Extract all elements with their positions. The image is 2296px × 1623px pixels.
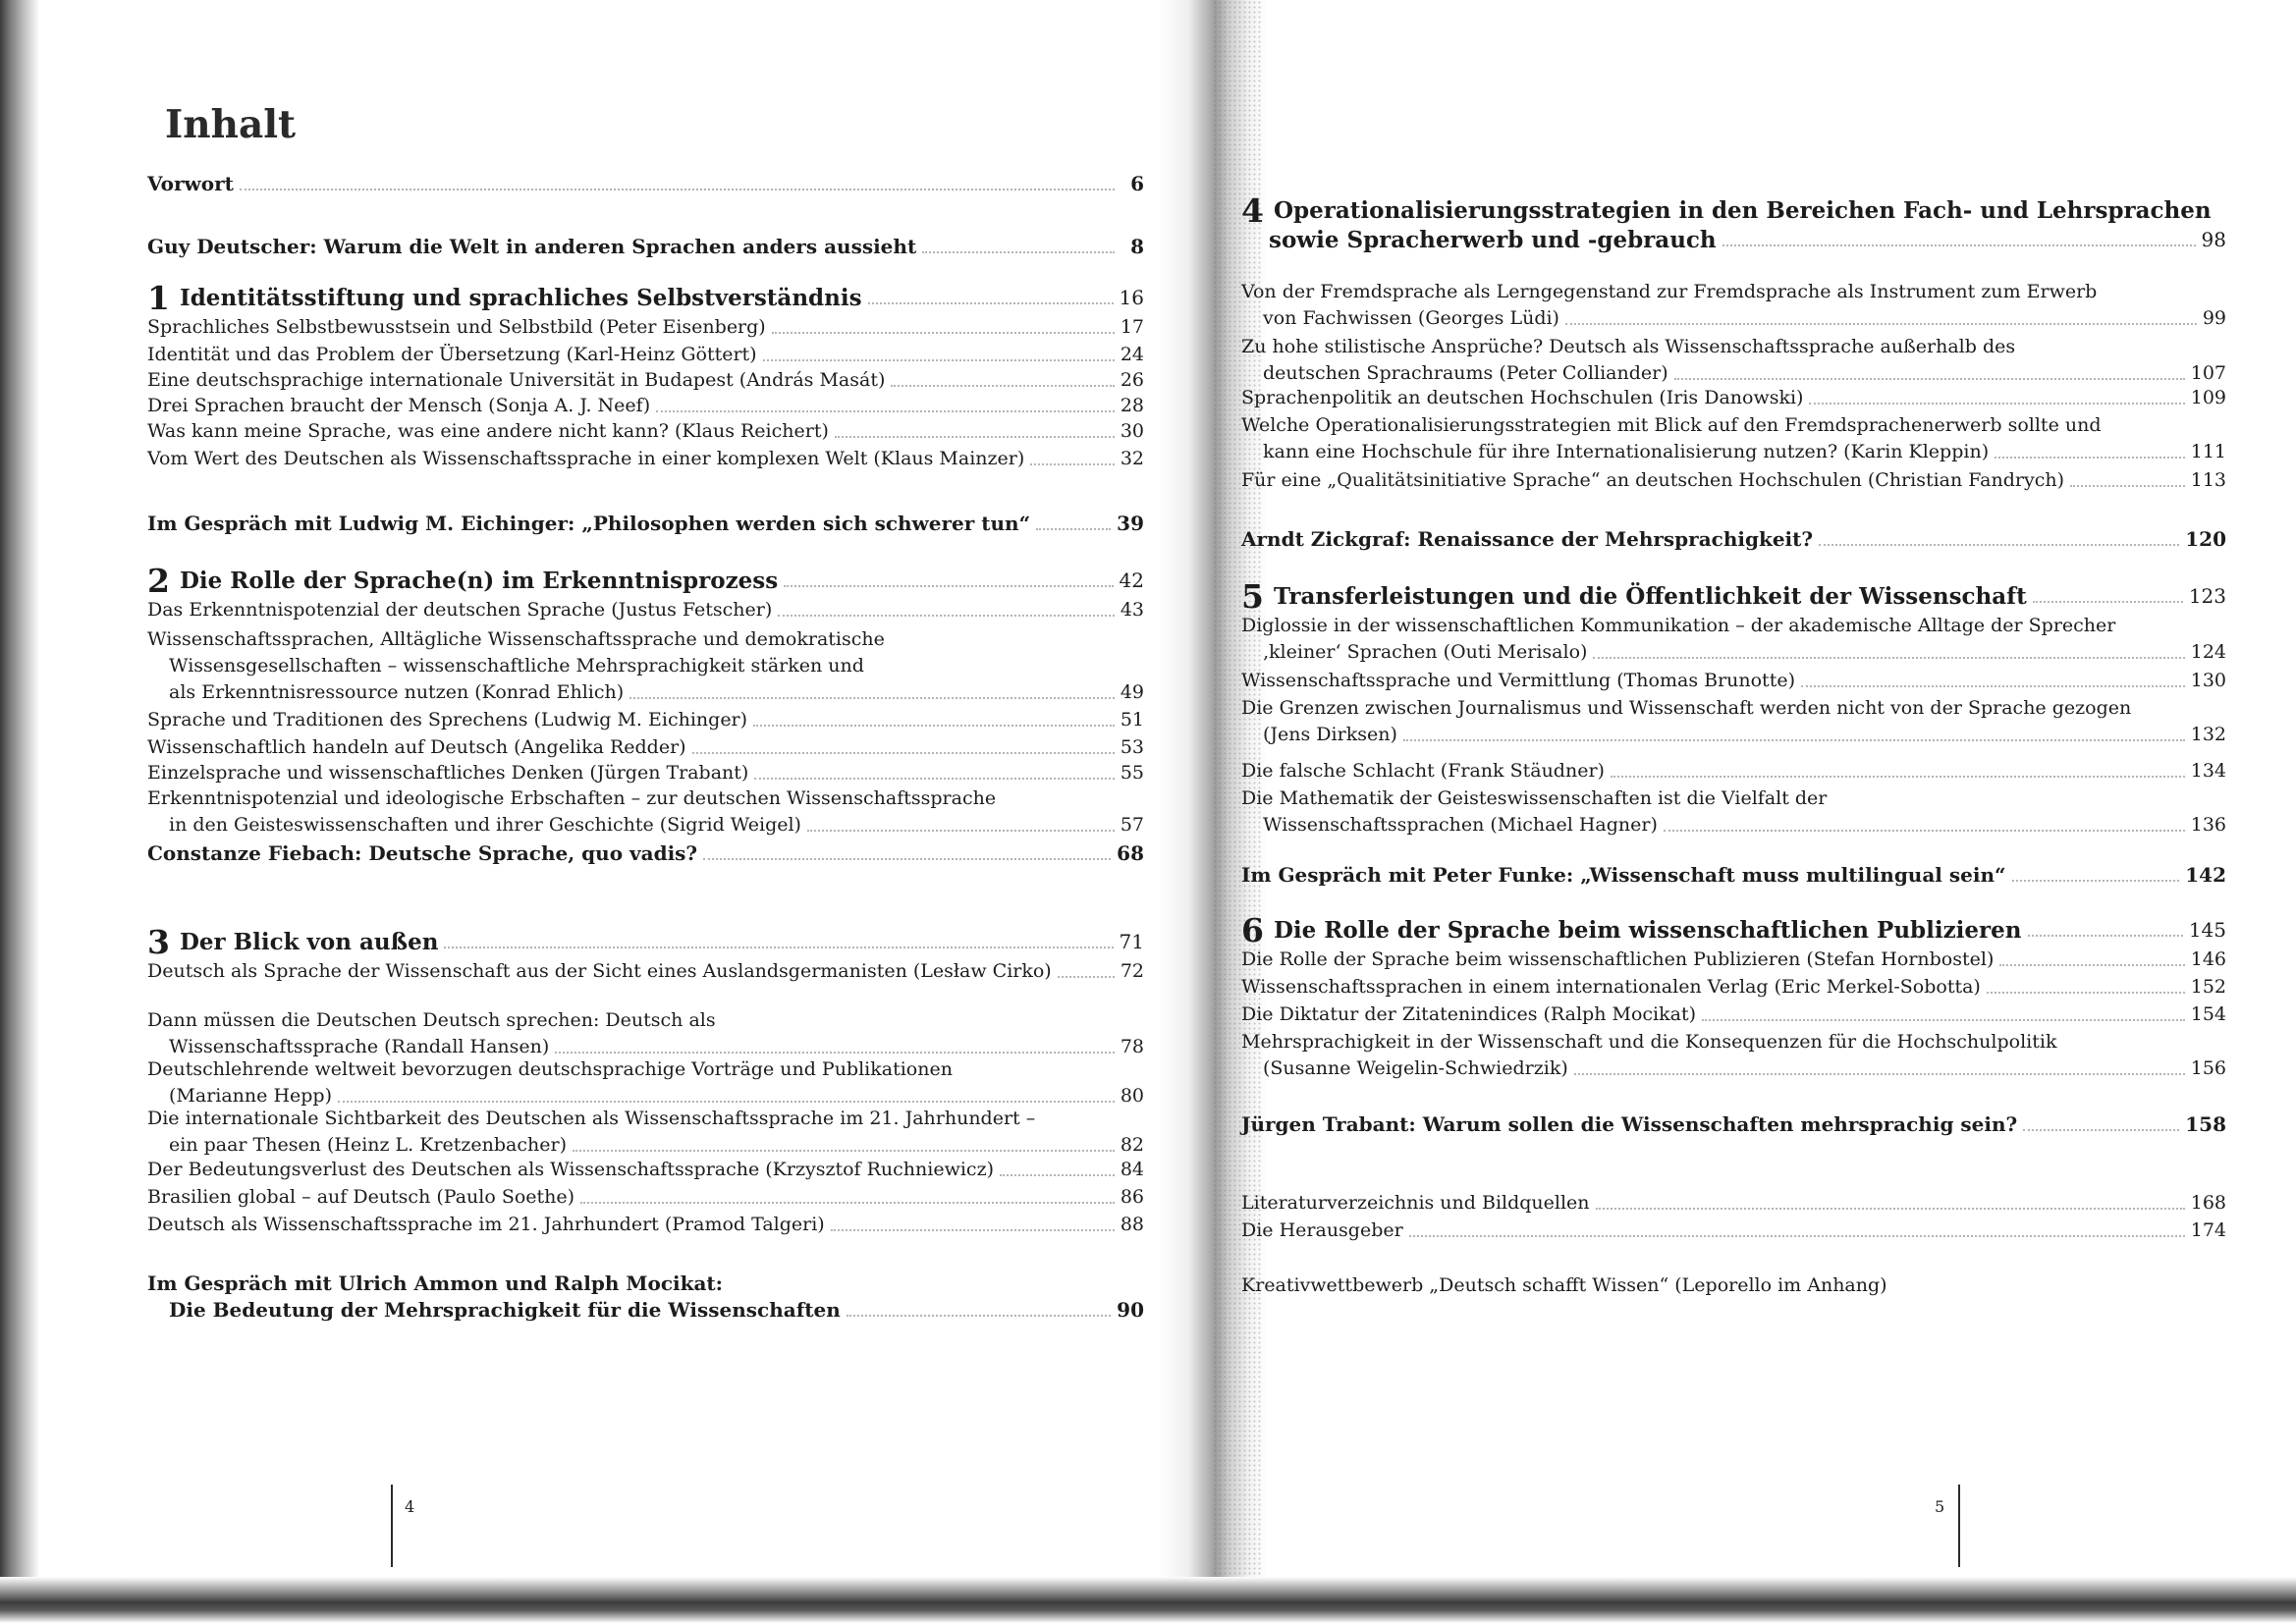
entry-title-line: Literaturverzeichnis und Bildquellen: [1241, 1192, 1590, 1214]
scan-shadow-left: [0, 0, 39, 1623]
entry-title-line: Die Grenzen zwischen Journalismus und Wissenschaft werden nicht von der Sprache gezogen: [1241, 697, 2132, 719]
entry-title-line: Dann müssen die Deutschen Deutsch sprechen: Deutsch als: [147, 1009, 716, 1031]
toc-entry: [1241, 695, 2226, 748]
entry-title-line: Wissenschaftssprachen, Alltägliche Wissenschaftssprache und demokratische: [147, 628, 885, 650]
toc-essay-entry: [147, 840, 1144, 867]
page-ref: 90: [1117, 1298, 1144, 1322]
page-ref: 80: [1120, 1085, 1144, 1107]
dot-leader: [868, 302, 1114, 304]
toc-entry: [147, 1184, 1144, 1211]
dot-leader: [807, 830, 1115, 832]
toc-essay-entry: [1241, 862, 2226, 889]
page-ref: 120: [2185, 527, 2226, 551]
page-ref: 130: [2190, 670, 2226, 691]
entry-title-line: ein paar Thesen (Heinz L. Kretzenbacher): [169, 1134, 568, 1156]
toc-entry: [147, 1212, 1144, 1238]
entry-title-line: Eine deutschsprachige internationale Universität in Budapest (András Masát): [147, 369, 886, 391]
entry-title-line: Die Rolle der Sprache beim wissenschaftlichen Publizieren: [1273, 917, 2022, 944]
entry-title-line: (Susanne Weigelin-Schwiedrzik): [1263, 1057, 1568, 1079]
toc-entry: [1241, 613, 2226, 666]
dot-leader: [656, 410, 1115, 412]
page-ref: 49: [1120, 681, 1144, 703]
toc-essay-entry: [1241, 1111, 2226, 1138]
entry-title-line: Deutschlehrende weltweit bevorzugen deutschsprachige Vorträge und Publikationen: [147, 1058, 953, 1080]
page-ref: 132: [2190, 724, 2226, 745]
entry-title-line: in den Geisteswissenschaften und ihrer Geschichte (Sigrid Weigel): [169, 814, 801, 836]
section-number: 1: [147, 279, 170, 317]
entry-title-line: von Fachwissen (Georges Lüdi): [1263, 307, 1559, 329]
entry-title-line: Brasilien global – auf Deutsch (Paulo Soethe): [147, 1186, 575, 1208]
entry-title-line: deutschen Sprachraums (Peter Colliander): [1263, 362, 1668, 384]
page-ref: 111: [2190, 441, 2226, 462]
entry-title-line: Sprache und Traditionen des Sprechens (Ludwig M. Eichinger): [147, 709, 748, 730]
entry-title-line: Wissensgesellschaften – wissenschaftliche Mehrsprachigkeit stärken und: [169, 655, 864, 676]
page-number: 5: [1935, 1497, 1945, 1516]
entry-title-line: als Erkenntnisressource nutzen (Konrad Ehlich): [169, 681, 625, 703]
dot-leader: [1030, 463, 1115, 465]
toc-entry: [1241, 334, 2226, 387]
toc-entry: [1241, 974, 2226, 1001]
dot-leader: [692, 752, 1115, 754]
dot-leader: [753, 725, 1115, 727]
toc-entry: [147, 367, 1144, 394]
toc-entry: [1241, 1272, 2226, 1299]
page-ref: 71: [1119, 930, 1144, 953]
toc-section-heading: [1241, 911, 2226, 949]
entry-title-line: Wissenschaftlich handeln auf Deutsch (Angelika Redder): [147, 736, 686, 758]
page-ref: 72: [1120, 960, 1144, 982]
entry-title-line: Welche Operationalisierungsstrategien mit Blick auf den Fremdsprachenerwerb sollte und: [1241, 414, 2102, 436]
dot-leader: [847, 1315, 1111, 1317]
toc-section-heading: [147, 279, 1144, 317]
entry-title-line: Das Erkenntnispotenzial der deutschen Sprache (Justus Fetscher): [147, 599, 773, 621]
dot-leader: [835, 436, 1115, 438]
page-ref: 26: [1120, 369, 1144, 391]
toc-entry: [1241, 947, 2226, 973]
dot-leader: [754, 778, 1114, 780]
toc-entry: [1241, 1029, 2226, 1082]
entry-title-line: Mehrsprachigkeit in der Wissenschaft und die Konsequenzen für die Hochschulpolitik: [1241, 1031, 2057, 1053]
dot-leader: [703, 858, 1111, 860]
dot-leader: [1801, 685, 2185, 687]
page-ref: 136: [2190, 814, 2226, 836]
toc-entry: [147, 1007, 1144, 1060]
page-ref: 24: [1120, 344, 1144, 365]
section-number: 4: [1241, 191, 1264, 230]
toc-section-heading: [147, 923, 1144, 961]
dot-leader: [573, 1150, 1115, 1152]
page-ref: 99: [2202, 307, 2226, 329]
page-ref: 16: [1119, 286, 1144, 309]
page-ref: 86: [1120, 1186, 1144, 1208]
entry-title-line: Arndt Zickgraf: Renaissance der Mehrsprachigkeit?: [1241, 527, 1814, 551]
entry-title-line: Identität und das Problem der Übersetzung (Karl-Heinz Göttert): [147, 344, 757, 365]
toc-entry: [1241, 1001, 2226, 1028]
toc-entry: [147, 1106, 1144, 1159]
page-ref: 55: [1120, 762, 1144, 784]
page-ref: 156: [2190, 1057, 2226, 1079]
dot-leader: [1722, 244, 2196, 246]
entry-title-line: Die Mathematik der Geisteswissenschaften ist die Vielfalt der: [1241, 787, 1828, 809]
toc-section-heading: [1241, 577, 2226, 616]
dot-leader: [1999, 964, 2184, 966]
page-ref: 8: [1130, 235, 1144, 258]
toc-entry: [147, 393, 1144, 419]
scan-shadow-bottom: [0, 1577, 2296, 1623]
entry-title-line: (Jens Dirksen): [1263, 724, 1397, 745]
dot-leader: [1664, 830, 2185, 832]
entry-title-line: Die Rolle der Sprache(n) im Erkenntnisprozess: [179, 568, 779, 594]
page-ref: 39: [1117, 512, 1144, 535]
toc-entry: [147, 342, 1144, 368]
entry-title-line: Wissenschaftssprache und Vermittlung (Thomas Brunotte): [1241, 670, 1795, 691]
page-ref: 30: [1120, 420, 1144, 442]
toc-entry: [1241, 412, 2226, 465]
entry-title-line: Was kann meine Sprache, was eine andere nicht kann? (Klaus Reichert): [147, 420, 829, 442]
page-ref: 98: [2201, 228, 2226, 251]
section-number: 6: [1241, 911, 1264, 949]
page-ref: 6: [1130, 172, 1144, 195]
toc-entry: [147, 626, 1144, 706]
toc-essay-entry: [147, 234, 1144, 260]
dot-leader: [1809, 403, 2184, 405]
dot-leader: [1000, 1174, 1115, 1176]
entry-title-line: Guy Deutscher: Warum die Welt in anderen Sprachen anders aussieht: [147, 235, 917, 258]
page-ref: 32: [1120, 448, 1144, 469]
entry-title-line: Operationalisierungsstrategien in den Bereichen Fach- und Lehrsprachen: [1273, 197, 2212, 224]
toc-essay-entry: [147, 511, 1144, 537]
dot-leader: [2023, 1129, 2179, 1131]
section-number: 5: [1241, 577, 1264, 616]
entry-title-line: Sprachenpolitik an deutschen Hochschulen (Iris Danowski): [1241, 387, 1804, 408]
entry-title-line: Die falsche Schlacht (Frank Stäudner): [1241, 760, 1605, 782]
dot-leader: [1058, 976, 1115, 978]
dot-leader: [891, 385, 1114, 387]
entry-title-line: Sprachliches Selbstbewusstsein und Selbstbild (Peter Eisenberg): [147, 316, 766, 338]
page-ref: 123: [2188, 584, 2226, 608]
page-ref: 134: [2190, 760, 2226, 782]
entry-title-line: Die Bedeutung der Mehrsprachigkeit für die Wissenschaften: [169, 1298, 841, 1322]
entry-title-line: Diglossie in der wissenschaftlichen Kommunikation – der akademische Alltage der Sprecher: [1241, 615, 2116, 636]
dot-leader: [1403, 739, 2185, 741]
entry-title-line: Für eine „Qualitätsinitiative Sprache“ an deutschen Hochschulen (Christian Fandrych): [1241, 469, 2065, 491]
toc-entry: [147, 760, 1144, 786]
entry-title-line: Die Diktatur der Zitatenindices (Ralph Mocikat): [1241, 1003, 1696, 1025]
entry-title-line: Kreativwettbewerb „Deutsch schafft Wissen“ (Leporello im Anhang): [1241, 1274, 1887, 1296]
page-ref: 84: [1120, 1159, 1144, 1180]
dot-leader: [580, 1202, 1115, 1204]
page-ref: 68: [1117, 841, 1144, 865]
page-ref: 109: [2190, 387, 2226, 408]
page-ref: 152: [2190, 976, 2226, 998]
page-ref: 78: [1120, 1036, 1144, 1057]
dot-leader: [1995, 457, 2185, 459]
entry-title-line: Im Gespräch mit Peter Funke: „Wissenschaft muss multilingual sein“: [1241, 863, 2006, 887]
toc-entry: [1241, 785, 2226, 839]
entry-title-line: Wissenschaftssprachen in einem internationalen Verlag (Eric Merkel-Sobotta): [1241, 976, 1981, 998]
entry-title-line: Einzelsprache und wissenschaftliches Denken (Jürgen Trabant): [147, 762, 749, 784]
dot-leader: [1409, 1235, 2185, 1237]
entry-title-line: Der Bedeutungsverlust des Deutschen als Wissenschaftssprache (Krzysztof Ruchniewicz): [147, 1159, 994, 1180]
toc-section-heading: [147, 562, 1144, 600]
dot-leader: [772, 332, 1115, 334]
entry-title-line: kann eine Hochschule für ihre Internationalisierung nutzen? (Karin Kleppin): [1263, 441, 1990, 462]
dot-leader: [629, 697, 1115, 699]
toc-entry: [147, 314, 1144, 341]
page-ref: 158: [2185, 1112, 2226, 1136]
page-ref: 53: [1120, 736, 1144, 758]
entry-title-line: Erkenntnispotenzial und ideologische Erbschaften – zur deutschen Wissenschaftssprache: [147, 787, 997, 809]
toc-entry: [1241, 467, 2226, 494]
page-number: 4: [405, 1497, 415, 1516]
entry-title-line: Identitätsstiftung und sprachliches Selbstverständnis: [179, 285, 862, 311]
dot-leader: [1036, 528, 1111, 530]
entry-title-line: Von der Fremdsprache als Lerngegenstand zur Fremdsprache als Instrument zum Erwerb: [1241, 281, 2098, 302]
toc-title: Inhalt: [165, 102, 297, 147]
toc-essay-entry: [147, 171, 1144, 197]
page-ref: 113: [2190, 469, 2226, 491]
toc-entry: [1241, 385, 2226, 411]
page-ref: 146: [2190, 948, 2226, 970]
toc-entry: [147, 1056, 1144, 1109]
page-ref: 57: [1120, 814, 1144, 836]
dot-leader: [1574, 1073, 2185, 1075]
dot-leader: [1702, 1019, 2185, 1021]
toc-essay-entry: [1241, 526, 2226, 553]
entry-title-line: Im Gespräch mit Ludwig M. Eichinger: „Philosophen werden sich schwerer tun“: [147, 512, 1031, 535]
toc-section-heading: [1241, 191, 2226, 253]
dot-leader: [555, 1052, 1115, 1054]
toc-entry: [147, 707, 1144, 733]
toc-entry: [1241, 1217, 2226, 1244]
folio-rule: [391, 1485, 393, 1567]
page-ref: 51: [1120, 709, 1144, 730]
page-ref: 145: [2188, 918, 2226, 942]
entry-title-line: Constanze Fiebach: Deutsche Sprache, quo vadis?: [147, 841, 698, 865]
toc-entry: [147, 597, 1144, 623]
entry-title-line: ‚kleiner‘ Sprachen (Outi Merisalo): [1263, 641, 1588, 663]
entry-title-line: Der Blick von außen: [179, 929, 439, 955]
dot-leader: [1611, 776, 2185, 778]
page-ref: 107: [2190, 362, 2226, 384]
dot-leader: [1987, 992, 2185, 994]
page-ref: 124: [2190, 641, 2226, 663]
toc-entry: [147, 785, 1144, 839]
entry-title-line: (Marianne Hepp): [169, 1085, 332, 1107]
page-ref: 82: [1120, 1134, 1144, 1156]
dot-leader: [1565, 323, 2197, 325]
page-ref: 43: [1120, 599, 1144, 621]
page-ref: 142: [2185, 863, 2226, 887]
toc-entry: [147, 446, 1144, 472]
entry-title-line: Transferleistungen und die Öffentlichkeit der Wissenschaft: [1273, 583, 2027, 610]
toc-entry: [147, 1157, 1144, 1183]
folio-rule: [1958, 1485, 1960, 1567]
entry-title-line: Die Herausgeber: [1241, 1219, 1403, 1241]
entry-title-line: Die internationale Sichtbarkeit des Deutschen als Wissenschaftssprache im 21. Jahrhundert –: [147, 1108, 1036, 1129]
dot-leader: [2012, 880, 2180, 882]
toc-entry: [147, 734, 1144, 761]
dot-leader: [1819, 544, 2179, 546]
toc-entry: [147, 418, 1144, 445]
page-ref: 88: [1120, 1214, 1144, 1235]
dot-leader: [1593, 657, 2184, 659]
dot-leader: [922, 251, 1115, 253]
toc-entry: [1241, 758, 2226, 784]
dot-leader: [831, 1229, 1115, 1231]
entry-title-line: Wissenschaftssprache (Randall Hansen): [169, 1036, 550, 1057]
section-number: 3: [147, 923, 170, 961]
entry-title-line: sowie Spracherwerb und -gebrauch: [1269, 227, 1717, 253]
toc-entry: [1241, 668, 2226, 694]
entry-title-line: Wissenschaftssprachen (Michael Hagner): [1263, 814, 1658, 836]
toc-essay-entry: [147, 1271, 1144, 1324]
dot-leader: [778, 615, 1115, 617]
entry-title-line: Die Rolle der Sprache beim wissenschaftlichen Publizieren (Stefan Hornbostel): [1241, 948, 1995, 970]
dot-leader: [784, 585, 1113, 587]
page-ref: 17: [1120, 316, 1144, 338]
page-ref: 42: [1119, 568, 1144, 592]
entry-title-line: Deutsch als Wissenschaftssprache im 21. Jahrhundert (Pramod Talgeri): [147, 1214, 825, 1235]
dot-leader: [240, 189, 1115, 190]
dot-leader: [338, 1101, 1115, 1103]
entry-title-line: Im Gespräch mit Ulrich Ammon und Ralph Mocikat:: [147, 1271, 724, 1295]
dot-leader: [763, 359, 1115, 361]
dot-leader: [2033, 601, 2183, 603]
dot-leader: [2028, 935, 2183, 937]
dot-leader: [1674, 378, 2185, 380]
entry-title-line: Vorwort: [147, 172, 234, 195]
entry-title-line: Drei Sprachen braucht der Mensch (Sonja A. J. Neef): [147, 395, 651, 416]
page-ref: 154: [2190, 1003, 2226, 1025]
section-number: 2: [147, 562, 170, 600]
entry-title-line: Vom Wert des Deutschen als Wissenschaftssprache in einer komplexen Welt (Klaus Mainzer): [147, 448, 1025, 469]
page-ref: 174: [2190, 1219, 2226, 1241]
dot-leader: [444, 947, 1113, 948]
dot-leader: [2070, 485, 2185, 487]
toc-entry: [147, 958, 1144, 985]
entry-title-line: Jürgen Trabant: Warum sollen die Wissenschaften mehrsprachig sein?: [1241, 1112, 2018, 1136]
page-ref: 168: [2190, 1192, 2226, 1214]
toc-entry: [1241, 279, 2226, 332]
entry-title-line: Zu hohe stilistische Ansprüche? Deutsch als Wissenschaftssprache außerhalb des: [1241, 336, 2016, 357]
page-ref: 28: [1120, 395, 1144, 416]
entry-title-line: Deutsch als Sprache der Wissenschaft aus der Sicht eines Auslandsgermanisten (Lesław Cirko): [147, 960, 1052, 982]
dot-leader: [1596, 1208, 2185, 1210]
toc-entry: [1241, 1190, 2226, 1217]
